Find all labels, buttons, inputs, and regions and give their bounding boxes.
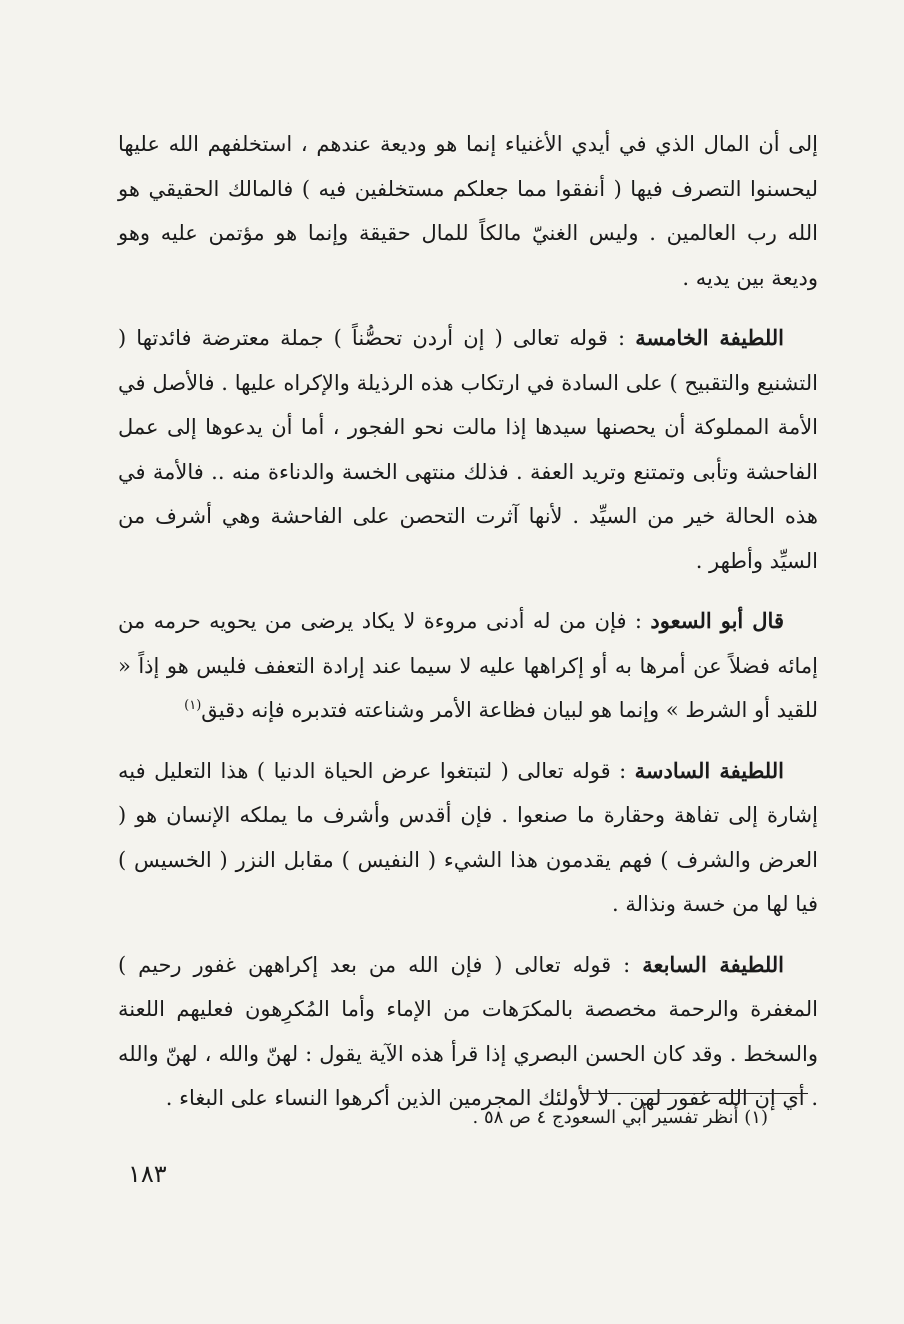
paragraph-4-text: : قوله تعالى ( لتبتغوا عرض الحياة الدنيا ) هذا التعليل فيه إشارة إلى تفاهة وحقارة ما صنعوا . فإن أقدس وأشرف ما يملكه الإنسان هو ( العرض والشرف ) فهم يقدمون هذا الشيء ( النفيس ) مقابل النزر ( الخسيس ) فيا لها من خسة ونذالة .	[118, 758, 818, 916]
footnote-divider	[580, 1093, 808, 1094]
footnote-reference: (١)	[184, 698, 202, 713]
page-number: ١٨٣	[128, 1160, 167, 1188]
paragraph-2-text: : قوله تعالى ( إن أردن تحصُّناً ) جملة معترضة فائدتها ( التشنيع والتقبيح ) على السادة في ارتكاب هذه الرذيلة والإكراه عليها . فالأصل في الأمة المملوكة أن يحصنها سيدها إذا مالت نحو الفجور ، أما أن يدعوها إلى عمل الفاحشة وتأبى وتمتنع وتريد العفة . فذلك منتهى الخسة والدناءة منه .. فالأمة في هذه الحالة خير من السيِّد . لأنها آثرت التحصن على الفاحشة وهي أشرف من السيِّد وأطهر .	[118, 326, 818, 573]
paragraph-5-heading: اللطيفة السابعة	[642, 951, 784, 977]
page-body	[118, 122, 818, 1137]
paragraph-4-heading: اللطيفة السادسة	[634, 757, 784, 783]
paragraph-4	[118, 749, 818, 927]
paragraph-1	[118, 122, 818, 300]
paragraph-3	[118, 599, 818, 733]
paragraph-2	[118, 316, 818, 583]
paragraph-1-text: إلى أن المال الذي في أيدي الأغنياء إنما هو وديعة عندهم ، استخلفهم الله عليها ليحسنوا التصرف فيها ( أنفقوا مما جعلكم مستخلفين فيه ) فالمالك الحقيقي هو الله رب العالمين . وليس الغنيّ مالكاً للمال حقيقة وإنما هو مؤتمن عليه وهو وديعة بين يديه .	[118, 132, 818, 290]
paragraph-2-heading: اللطيفة الخامسة	[635, 325, 784, 350]
footnote: (١) أنظر تفسير أبي السعودج ٤ ص ٥٨ .	[472, 1107, 768, 1128]
paragraph-3-heading: قال أبو السعود	[650, 608, 784, 633]
paragraph-3-text: : فإن من له أدنى مروءة لا يكاد يرضى من يحويه حرمه من إمائه فضلاً عن أمرها به أو إكراهها عليه لا سيما عند إرادة التعفف فليس هو إذاً « للقيد أو الشرط » وإنما هو لبيان فظاعة الأمر وشناعته فتدبره فإنه دقيق	[118, 609, 818, 722]
paragraph-5-text: : قوله تعالى ( فإن الله من بعد إكراههن غفور رحيم ) المغفرة والرحمة مخصصة بالمكرَهات من الإماء وأما المُكرِهون فعليهم اللعنة والسخط . وقد كان الحسن البصري إذا قرأ هذه الآية يقول : لهنّ والله ، لهنّ والله . أي إن الله غفور لهن . لا لأولئك المجرمين الذين أكرهوا النساء على البغاء .	[118, 952, 818, 1110]
